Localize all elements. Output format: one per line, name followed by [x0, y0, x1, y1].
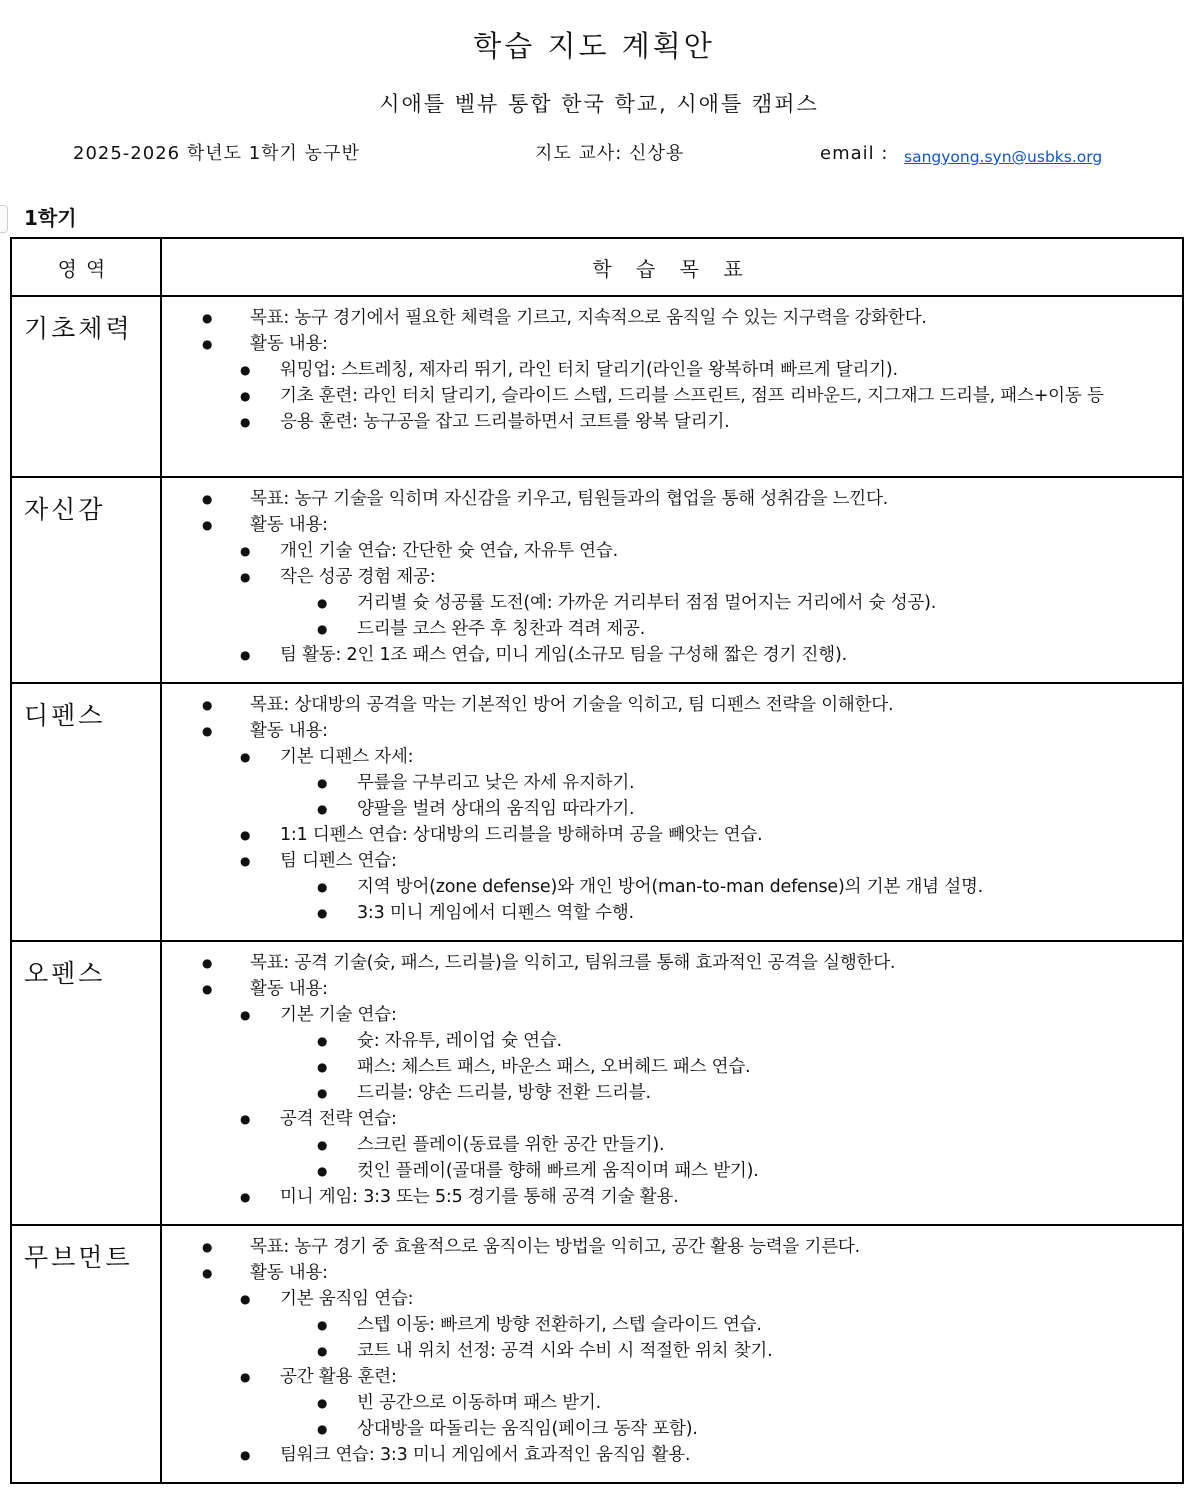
list-item-text: 목표: 공격 기술(슛, 패스, 드리블)을 익히고, 팀워크를 통해 효과적인 공격을 실행한다.	[250, 953, 896, 973]
area-cell: 오펜스	[11, 941, 161, 1225]
list-item-text: 목표: 농구 경기 중 효율적으로 움직이는 방법을 익히고, 공간 활용 능력을 기른다.	[250, 1237, 860, 1257]
list-item	[202, 874, 1162, 900]
bullet-list	[202, 1286, 1162, 1468]
bullet-list	[202, 1028, 1162, 1106]
list-item-text: 드리블: 양손 드리블, 방향 전환 드리블.	[357, 1083, 651, 1103]
nested-list	[202, 770, 1162, 822]
list-item	[202, 1286, 1162, 1312]
list-item-text: 지역 방어(zone defense)와 개인 방어(man-to-man defense)의 기본 개념 설명.	[357, 877, 984, 897]
list-item-text: 공간 활용 훈련:	[280, 1367, 397, 1387]
nested-list	[202, 1286, 1162, 1468]
semester-info: 2025-2026 학년도 1학기 농구반	[73, 143, 360, 164]
list-item	[202, 1132, 1162, 1158]
bullet-list	[202, 692, 1162, 926]
list-item	[202, 900, 1162, 926]
list-item	[202, 538, 1162, 564]
school-name: 시애틀 벨뷰 통합 한국 학교, 시애틀 캠퍼스	[379, 92, 819, 116]
list-item	[202, 1390, 1162, 1416]
objective-cell	[161, 1225, 1183, 1483]
list-item	[202, 718, 1162, 744]
table-row	[11, 296, 1183, 477]
bullet-list	[202, 1132, 1162, 1184]
bullet-list	[202, 744, 1162, 926]
bullet-list	[202, 1312, 1162, 1364]
list-item	[202, 1080, 1162, 1106]
header-area: 영역	[11, 238, 161, 296]
list-item-text: 개인 기술 연습: 간단한 슛 연습, 자유투 연습.	[280, 541, 618, 561]
bullet-list	[202, 1390, 1162, 1442]
list-item	[202, 409, 1162, 435]
nested-list	[202, 590, 1162, 642]
list-item	[202, 1442, 1162, 1468]
list-item-text: 빈 공간으로 이동하며 패스 받기.	[357, 1393, 601, 1413]
list-item-text: 활동 내용:	[250, 979, 328, 999]
lesson-plan-table	[10, 237, 1184, 1484]
nested-list	[202, 1390, 1162, 1442]
list-item-text: 공격 전략 연습:	[280, 1109, 397, 1129]
nested-list	[202, 1312, 1162, 1364]
list-item-text: 상대방을 따돌리는 움직임(페이크 동작 포함).	[357, 1419, 698, 1439]
list-item-text: 무릎을 구부리고 낮은 자세 유지하기.	[357, 773, 635, 793]
list-item-text: 컷인 플레이(골대를 향해 빠르게 움직이며 패스 받기).	[357, 1161, 759, 1181]
list-item	[202, 692, 1162, 718]
list-item	[202, 1416, 1162, 1442]
list-item-text: 거리별 슛 성공률 도전(예: 가까운 거리부터 점점 멀어지는 거리에서 슛 성공).	[357, 593, 937, 613]
table-row	[11, 477, 1183, 683]
list-item-text: 3:3 미니 게임에서 디펜스 역할 수행.	[357, 903, 634, 923]
list-item	[202, 331, 1162, 357]
header-objective: 학 습 목 표	[161, 238, 1183, 296]
list-item-text: 목표: 상대방의 공격을 막는 기본적인 방어 기술을 익히고, 팀 디펜스 전략을 이해한다.	[250, 695, 894, 715]
list-item-text: 목표: 농구 기술을 익히며 자신감을 키우고, 팀원들과의 협업을 통해 성취감을 느낀다.	[250, 489, 889, 509]
bullet-list	[202, 590, 1162, 642]
list-item	[202, 796, 1162, 822]
bullet-list	[202, 770, 1162, 822]
list-item-text: 팀 활동: 2인 1조 패스 연습, 미니 게임(소규모 팀을 구성해 짧은 경기 진행).	[280, 645, 847, 665]
list-item	[202, 1312, 1162, 1338]
list-item	[202, 1106, 1162, 1132]
area-cell: 기초체력	[11, 296, 161, 477]
table-row	[11, 683, 1183, 941]
list-item-text: 활동 내용:	[250, 721, 328, 741]
bullet-list	[202, 538, 1162, 668]
objective-cell	[161, 296, 1183, 477]
list-item	[202, 1364, 1162, 1390]
list-item-text: 기본 움직임 연습:	[280, 1289, 414, 1309]
list-item	[202, 1158, 1162, 1184]
list-item	[202, 1054, 1162, 1080]
list-item	[202, 1002, 1162, 1028]
list-item-text: 활동 내용:	[250, 1263, 328, 1283]
section-heading: 1학기	[24, 206, 77, 230]
list-item	[202, 305, 1162, 331]
list-item	[202, 616, 1162, 642]
list-item	[202, 590, 1162, 616]
list-item-text: 기초 훈련: 라인 터치 달리기, 슬라이드 스텝, 드리블 스프린트, 점프 리바운드, 지그재그 드리블, 패스+이동 등	[280, 386, 1104, 406]
nested-list	[202, 874, 1162, 926]
list-item-text: 작은 성공 경험 제공:	[280, 567, 436, 587]
table-header-row	[11, 238, 1183, 296]
nested-list	[202, 744, 1162, 926]
list-item	[202, 1260, 1162, 1286]
list-item-text: 기본 기술 연습:	[280, 1005, 397, 1025]
list-item	[202, 770, 1162, 796]
bullet-list	[202, 357, 1162, 435]
list-item	[202, 744, 1162, 770]
list-item-text: 패스: 체스트 패스, 바운스 패스, 오버헤드 패스 연습.	[357, 1057, 751, 1077]
objective-cell	[161, 683, 1183, 941]
nested-list	[202, 1002, 1162, 1210]
list-item-text: 드리블 코스 완주 후 칭찬과 격려 제공.	[357, 619, 646, 639]
objective-cell	[161, 477, 1183, 683]
bullet-list	[202, 486, 1162, 668]
area-cell: 디펜스	[11, 683, 161, 941]
bullet-list	[202, 874, 1162, 926]
list-item-text: 미니 게임: 3:3 또는 5:5 경기를 통해 공격 기술 활용.	[280, 1187, 679, 1207]
list-item	[202, 1028, 1162, 1054]
document-title: 학습 지도 계획안	[473, 29, 715, 63]
email-link[interactable]: sangyong.syn@usbks.org	[904, 148, 1103, 166]
table-row	[11, 941, 1183, 1225]
list-item-text: 팀 디펜스 연습:	[280, 851, 397, 871]
list-item	[202, 486, 1162, 512]
objective-cell	[161, 941, 1183, 1225]
list-item	[202, 1184, 1162, 1210]
list-item	[202, 564, 1162, 590]
email-label: email :	[820, 143, 889, 164]
list-item	[202, 383, 1162, 409]
list-item-text: 워밍업: 스트레칭, 제자리 뛰기, 라인 터치 달리기(라인을 왕복하며 빠르게 달리기).	[280, 360, 898, 380]
drag-handle-icon[interactable]	[0, 205, 8, 233]
bullet-list	[202, 305, 1162, 435]
list-item	[202, 848, 1162, 874]
nested-list	[202, 357, 1162, 435]
nested-list	[202, 538, 1162, 668]
list-item-text: 기본 디펜스 자세:	[280, 747, 414, 767]
list-item	[202, 950, 1162, 976]
list-item-text: 활동 내용:	[250, 515, 328, 535]
nested-list	[202, 1028, 1162, 1106]
table-row	[11, 1225, 1183, 1483]
bullet-list	[202, 950, 1162, 1210]
list-item	[202, 1234, 1162, 1260]
meta-line	[0, 141, 1188, 171]
list-item-text: 스텝 이동: 빠르게 방향 전환하기, 스텝 슬라이드 연습.	[357, 1315, 762, 1335]
teacher-info: 지도 교사: 신상용	[535, 143, 685, 164]
list-item	[202, 1338, 1162, 1364]
list-item-text: 목표: 농구 경기에서 필요한 체력을 기르고, 지속적으로 움직일 수 있는 지구력을 강화한다.	[250, 308, 927, 328]
list-item-text: 활동 내용:	[250, 334, 328, 354]
list-item-text: 팀워크 연습: 3:3 미니 게임에서 효과적인 움직임 활용.	[280, 1445, 691, 1465]
area-cell: 자신감	[11, 477, 161, 683]
list-item	[202, 512, 1162, 538]
list-item-text: 코트 내 위치 선정: 공격 시와 수비 시 적절한 위치 찾기.	[357, 1341, 773, 1361]
nested-list	[202, 1132, 1162, 1184]
list-item-text: 응용 훈련: 농구공을 잡고 드리블하면서 코트를 왕복 달리기.	[280, 412, 730, 432]
list-item	[202, 642, 1162, 668]
list-item-text: 양팔을 벌려 상대의 움직임 따라가기.	[357, 799, 635, 819]
list-item-text: 슛: 자유투, 레이업 슛 연습.	[357, 1031, 562, 1051]
list-item	[202, 822, 1162, 848]
bullet-list	[202, 1234, 1162, 1468]
list-item-text: 스크린 플레이(동료를 위한 공간 만들기).	[357, 1135, 665, 1155]
bullet-list	[202, 1002, 1162, 1210]
list-item-text: 1:1 디펜스 연습: 상대방의 드리블을 방해하며 공을 빼앗는 연습.	[280, 825, 763, 845]
area-cell: 무브먼트	[11, 1225, 161, 1483]
list-item	[202, 357, 1162, 383]
list-item	[202, 976, 1162, 1002]
